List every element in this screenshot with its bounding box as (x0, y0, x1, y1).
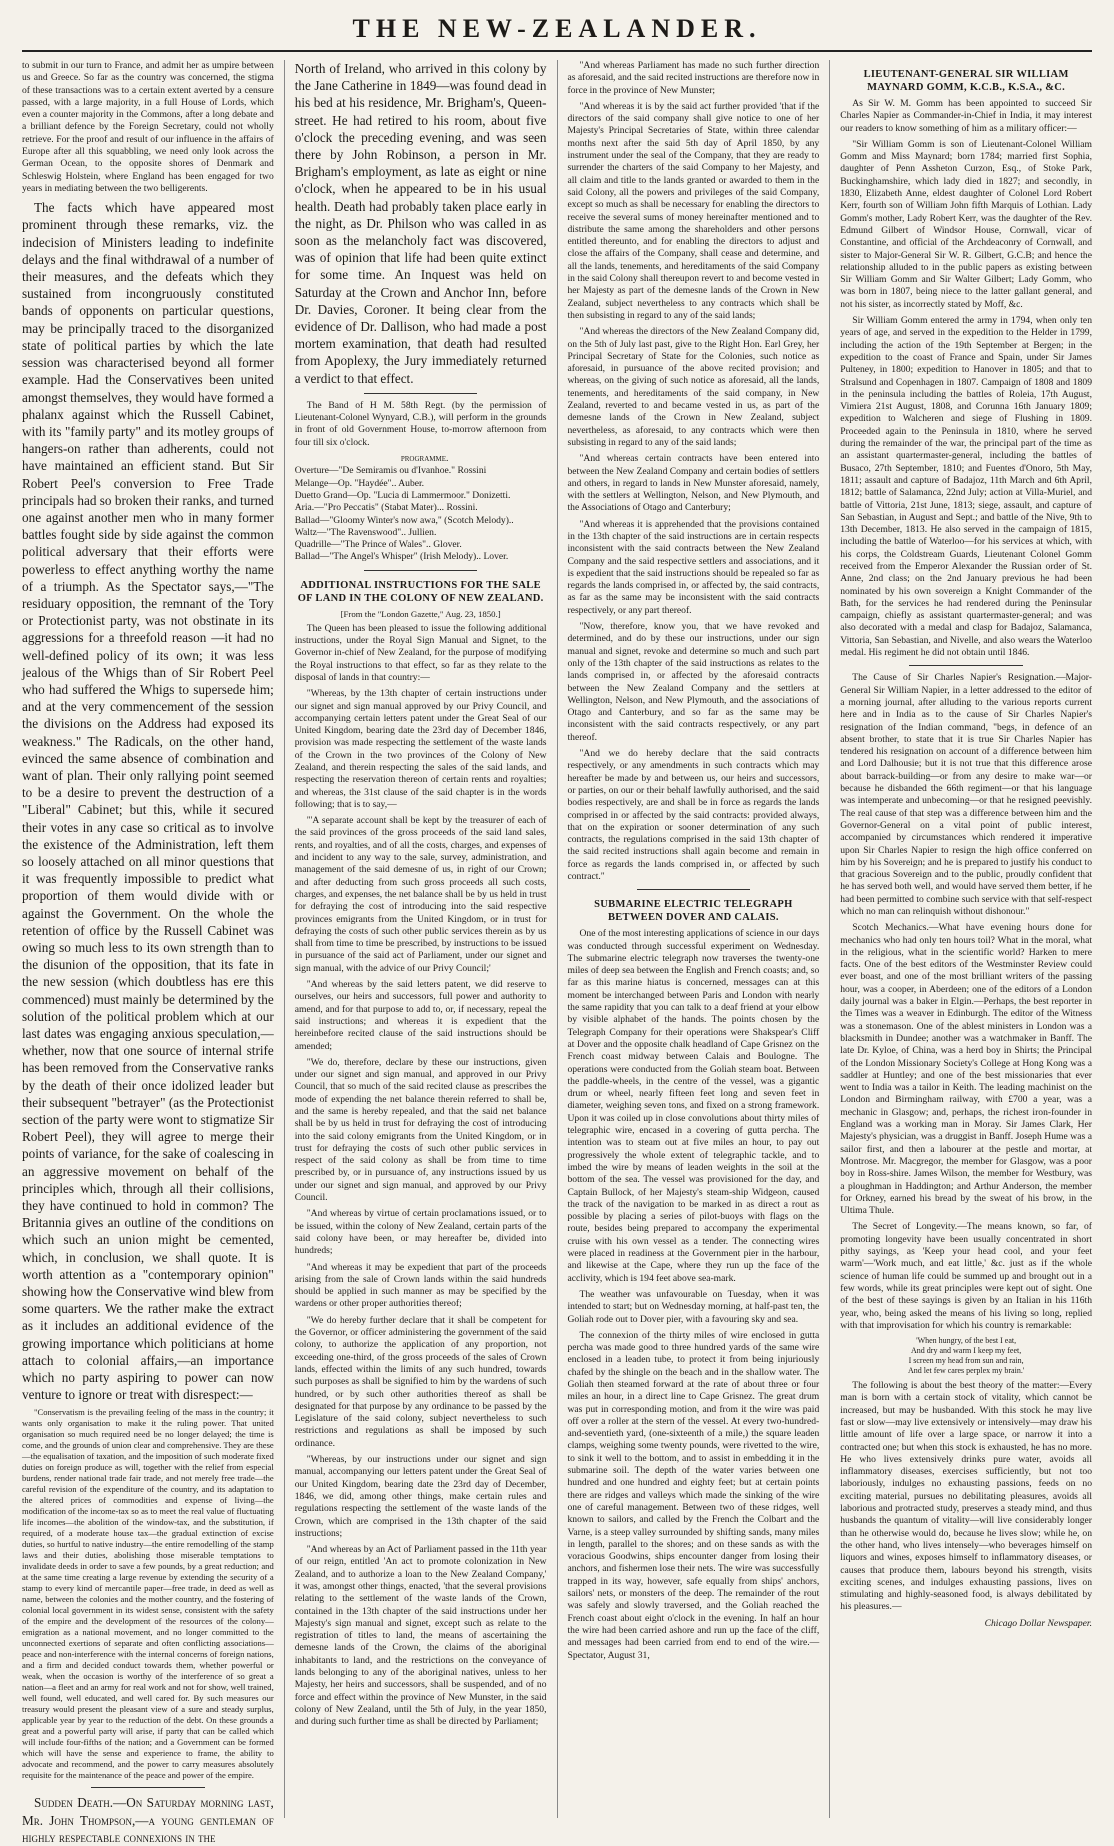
britannia-quote: "Conservatism is the prevailing feeling of the mass in the country; it wants only organisation to make it the ruling power. That united organisation so much required need be no longer delayed; the time is come, and the grounds of union clear and comprehensive. They are these—the equalisation of taxation, and the imposition of such moderate fixed duties on foreign produce as will, together with the relief from especial burdens, render national trade fair trade, and not merely free trade—the careful revision of the expenditure of the country, and its adaptation to the altered prices of commodities and expense of living—the modification of the income-tax so as to meet the real value of fluctuating life incomes—the abolition of the window-tax, and the substitution, if required, of a moderate house tax—the gradual extinction of excise duties, so hurtful to native industry—the entire remodelling of the stamp laws and their duties, abolishing those miserable temptations to invalidate deeds in order to save a few pounds, by a great reduction; and at the same time creating a large revenue by extending the security of a stamp to every kind of mercantile paper—free trade, in deed as well as name, between the colonies and the mother country, and the fostering of colonial local government in its widest sense, consistent with the safety of the empire and the development of the resources of the colony—emigration as a national movement, and no longer committed to the unconnected exertions of separate and often conflicting associations—peace and non-interference with the internal concerns of foreign nations, and a firm and decided conduct towards them, whether powerful or weak, when the occasion is worthy of the interference of so great a nation—a fleet and an army for real work and not for show, well trained, well found, well educated, and well cared for. By such measures our treasury would present the pleasant view of a sure and steady surplus, applicable year by year to the reduction of the debt. On these grounds a great and a powerful party will arise, if party that can be called which will include four-fifths of the nation; and a Government can be formed which will have the sense and experience to frame, the ability to advocate and recommend, and the power to carry measures absolutely requisite for the maintenance of the peace and power of the empire. (22, 1407, 274, 1781)
poem (840, 1336, 1092, 1376)
napier-article: The Cause of Sir Charles Napier's Resignation.—Major-General Sir William Napier, in a letter addressed to the editor of a morning journal, after alluding to the various reports current here and in India as to the cause of Sir Charles Napier's resignation of the Indian command, "begs, in defence of an absent brother, to state that it is true Sir Charles Napier has tendered his resignation on account of a difference between him and Lord Dalhousie; but it is not true that this difference arose about barrack-building—or from any desire to make war—or because he disbanded the 66th regiment—or that his language was intemperate and unbecoming—or that he resigned peevishly. The real cause of that step was a difference between him and the Governor-General on a vital point of public interest, accompanied by circumstances which rendered it imperative upon Sir Charles Napier to resign the high office conferred on him by his Sovereign; and he is prepared to justify his conduct to that gracious Sovereign and to the public, proudly confident that he has served both well, and would have served them better, if he had been permitted to combine such service with that self-respect which no man can relinquish without dishonour." (840, 672, 1092, 917)
editorial-paragraph: The facts which have appeared most prominent through these remarks, viz. the indecision of Ministers leading to indefinite delays and the final withdrawal of a number of their measures, and the defeats which they sustained from incongruously constituted bands of opponents on particular questions, may be principally traced to the disorganized state of political parties by which the late session was characterised beyond all former example. Had the Conservatives been united amongst themselves, they would have formed a phalanx against which the Russell Cabinet, with its "family party" and its motley groups of hangers-on rather than adherents, could not have maintained an efficient stand. But Sir Robert Peel's conversion to Free Trade principals had so broken their ranks, and turned one against another men who in many former battles fought side by side against the common political adversary that their efforts were powerless to effect anything worthy the name of a triumph. As the Spectator says,—"The residuary opposition, the remnant of the Tory or Protectionist party, was not obstinate in its aggressions for a threefold reason —it had no well-defined policy of its own; it was less jealous of the Whigs than of Sir Robert Peel who had suffered the Whigs to supersede him; and at the very commencement of the session the divisions on the Address had exposed its weakness." The Radicals, on the other hand, evinced the same absence of combination and want of plan. Their only rallying point seemed to be a desire to prevent the destruction of a "Liberal" Cabinet; but this, while it secured their votes in any case so critical as to involve the existence of the Administration, left them so loosely attached on all minor questions that it was frequently impossible to predict what proportion of them would divide with or against the Government. On the whole the retention of office by the Russell Cabinet was owing so much less to its own strength than to the disunion of the opposition, that its fate in the new session (which doubtless has ere this commenced) must mainly be determined by the solution of the political problem which at our last dates was engaging anxious speculation,—whether, now that one source of internal strife has been removed from the Conservative ranks by the death of their once idolized leader but their subsequent "betrayer" (as the Protectionist section of the party were wont to stigmatize Sir Robert Peel), they will agree to merge their points of variance, for the sake of coalescing in an aggressive movement on behalf of the principles which, through all their collisions, they have continued to hold in common? The Britannia gives an outline of the conditions on which such an union might be cemented, which, in conclusion, we shall quote. It is worth attention as a "contemporary opinion" showing how the Conservative wind blew from some quarters. We the rather make the extract as it includes an additional evidence of the growing importance which politicians at home attach to colonial affairs,—an importance which no party aspiring to power can now venture to ignore or treat with disrespect:— (22, 200, 274, 1403)
divider (364, 393, 477, 394)
article-paragraph: "Whereas, by the 13th chapter of certain instructions under our signet and sign manual approved by our Privy Council, and accompanying certain letters patent under the Great Seal of our United Kingdom, bearing date the 23rd day of December 1846, provision was made respecting the settlement of the waste lands of the Crown in the two provinces of the Colony of New Zealand, and therein respecting the sales of the said lands, and respecting the reservation thereon of certain rents and royalties; and whereas, the 31st clause of the said chapter is in the words following; that is to say,— (294, 688, 547, 810)
land-instructions-heading: ADDITIONAL INSTRUCTIONS FOR THE SALE OF LAND IN THE COLONY OF NEW ZEALAND. (297, 579, 544, 604)
band-programme (295, 453, 547, 564)
article-paragraph: to submit in our turn to France, and admit her as umpire between us and Greece. So far as the country was concerned, the stigma of these transactions was to a certain extent averted by a censure passed, with a large majority, in a full House of Lords, which even a counter majority in the Commons, after a long debate and a brilliant defence by the Foreign Secretary, could not wholly retrieve. For the proof and result of our influence in the affairs of Europe after all this squabbling, we need only look across the German Ocean, to the opposite shores of Denmark and Schleswig Holstein, where England has been engaged for two years in mediating between the two belligerents. (22, 60, 274, 194)
article-paragraph: The Queen has been pleased to issue the following additional instructions, under the Royal Sign Manual and Signet, to the Governor in-chief of New Zealand, for the purpose of modifying the Royal instructions to that effect, so far as they relate to the disposal of lands in that country:— (294, 622, 547, 683)
article-paragraph: The weather was unfavourable on Tuesday, when it was intended to start; but on Wednesday morning, at half-past ten, the Goliah rode out to Dover pier, with a favouring sky and sea. (567, 1288, 820, 1325)
programme-item: Overture—"De Semiramis ou d'Ivanhoe." Rossini (294, 465, 487, 477)
gomm-heading: LIEUTENANT-GENERAL SIR WILLIAM MAYNARD GOMM, K.C.B., K.S.A., &C. (863, 69, 1069, 93)
telegraph-heading: SUBMARINE ELECTRIC TELEGRAPH BETWEEN DOVER AND CALAIS. (594, 899, 793, 924)
programme-item: Melange—Op. "Haydée".. Auber. (294, 477, 425, 489)
longevity-article: The Secret of Longevity.—The means known, so far, of promoting longevity have been usually concentrated in short pithy sayings, as 'Keep your head cool, and your feet warm'—'Work much, and eat little,' &c. just as if the whole science of human life could be summed up and brought out in a few words, while its great principles were kept out of sight. One of the best of these sayings is given by an Italian in his 116th year, who, being asked the means of his living so long, replied with that improvisation for which his country is remarkable: (840, 1221, 1092, 1331)
columns (22, 60, 1092, 1845)
article-paragraph: As Sir W. M. Gomm has been appointed to succeed Sir Charles Napier as Commander-in-Chief in India, it may interest our readers to know something of him as a military officer:— (840, 98, 1092, 134)
divider (364, 570, 477, 571)
column-1 (22, 60, 284, 1845)
divider (909, 665, 1022, 666)
programme-item: Ballad—"The Angel's Whisper" (Irish Melody).. Lover. (294, 551, 509, 563)
article-paragraph: "We do, therefore, declare by these our instructions, given under our signet and sign manual, and approved in our Privy Council, that so much of the said recited clause as prescribes the mode of expending the net balance therein referred to shall be, and the same is hereby repealed, and that the said net balance shall be by us held in trust for defraying the cost of introducing into the said colony emigrants from the United Kingdom, or in trust for defraying the costs of such other public services in respect of the said colony as shall be from time to time prescribed by, or in pursuance of, any instructions issued by us under our signet and sign manual, and approved by our Privy Council. (294, 1056, 547, 1204)
article-paragraph: One of the most interesting applications of science in our days was conducted through successful experiment on Wednesday. The submarine electric telegraph now traverses the twenty-one miles of deep sea between the English and French coasts; and, so far as this marine hiatus is concerned, messages can at this moment be interchanged between Paris and London with nearly the same rapidity that you can talk to a deaf friend at your elbow by visible alphabet of the hands. The points chosen by the Telegraph Company for their operations were Shakspear's Cliff at Dover and the opposite chalk headland of Cape Grisnez on the French coast midway between Calais and Boulogne. The operations were conducted from the Goliah steam boat. Between the paddle-wheels, in the centre of the vessel, was a gigantic drum or wheel, nearly fifteen feet long and seven feet in diameter, weighing seven tons, and fixed on a strong framework. Upon it was coiled up in close convolutions about thirty miles of telegraphic wire, encased in a covering of gutta percha. The intention was to steam out at five miles an hour, to pay out progressively the whole extent of telegraphic tackle, and to imbed the wire by means of leaden weights in the soil at the bottom of the sea. The vessel was provisioned for the day, and Captain Bullock, of her Majesty's steam-ship Widgeon, caused the track of the navigation to be marked in as direct a rout as possible by placing a series of pilot-buoys with flags on the route, besides being prepared to accompany the experimental cruise with his own vessel as a tender. The connecting wires were placed in readiness at the Government pier in the harbour, and likewise at the Cape, where they run up the face of the acclivity, which is 194 feet above sea-mark. (567, 928, 820, 1284)
article-paragraph: "Whereas, by our instructions under our signet and sign manual, accompanying our letters patent under the Great Seal of our United Kingdom, bearing date the 23rd day of December, 1846, we did, among other things, make certain rules and regulations respecting the settlement of the waste lands of the Crown, which are comprised in the 13th chapter of the said instructions; (294, 1454, 547, 1539)
programme-item: Duetto Grand—Op. "Lucia di Lammermoor." Donizetti. (294, 489, 511, 501)
article-paragraph: "And whereas certain contracts have been entered into between the New Zealand Company and certain bodies of settlers and others, in regard to lands in New Munster aforesaid, namely, with the settlers at Wellington, Nelson, and New Plymouth, and the Associations of Otago and Canterbury; (567, 453, 820, 514)
article-paragraph: Sir William Gomm entered the army in 1794, when only ten years of age, and served in the expedition to the Helder in 1799, including the action of the 19th September at Bergen; in the expedition to the coast of France and Spain, under Sir James Pulteney, in 1800; expedition to Hanover in 1805; and that to Stralsund and Copenhagen in 1807. Campaign of 1808 and 1809 in the peninsula including the battles of Roleia, 17th August, Vimiera 21st August, 1808, and Corunna 16th January 1809; expedition to Walcheren and siege of Flushing in 1809. Proceeded again to the Peninsula in 1810, where he served during the remainder of the war, the principal part of the time as an assistant quartermaster-general, including the battles of Busaco, 27th September, 1810; and Fuentes d'Onoro, 5th May, 1811; assault and capture of Badajoz, 11th March and 6th April, 1812; battle of Salamanca, 22nd July; action at Villa-Muriel, and battle of Vittoria, 21st June, 1813; siege, assault, and capture of San Sebastian, in August and Sept.; and battle of the Nive, 9th to 13th December, 1813. He also served in the campaign of 1815, including the battle of Waterloo—for his services at which, with his corps, the Coldstream Guards, Lieutenant Colonel Gomm received from the Emperor Alexander the Russian order of St. Anne, 2nd class; on the 2nd January previous he had been nominated by his own sovereign a Knight Commander of the Bath, for the services he had rendered during the Peninsular campaign, chiefly as assistant quartermaster-general; and was also decorated with a medal and clasp for Badajoz, Salamanca, Vittoria, San Sebastian, and Nivelle, and also wears the Waterloo medal. His regiment he did not obtain until 1846. (840, 315, 1092, 659)
programme-item: Ballad—"Gloomy Winter's now awa," (Scotch Melody).. (294, 514, 514, 526)
article-paragraph: "And whereas by virtue of certain proclamations issued, or to be issued, within the colony of New Zealand, certain parts of the said colony have been, or may hereafter be, divided into hundreds; (294, 1208, 547, 1257)
article-paragraph: The following is about the best theory of the matter:—Every man is born with a certain stock of vitality, which cannot be increased, but may be husbanded. With this stock he may live fast or slow—may live extensively or intensively—may draw his little amount of life over a large space, or narrow it into a contracted one; but when this stock is exhausted, he has no more. He who lives extensively drinks pure water, avoids all inflammatory diseases, exercises sufficiently, but not too laboriously, indulges no exhausting passions, feeds on no exciting material, pursues no debilitating pleasures, avoids all laborious and protracted study, preserves a steady mind, and thus husbands the quantum of vitality—will live considerably longer than he otherwise would do, because he lives slow; while he, on the other hand, who lives intensely—who beverages himself on liquors and wines, exposes himself to inflammatory diseases, or causes that produce them, labours beyond his strength, visits exciting scenes, and indulges exhausting passions, lives on stimulating and highly-seasoned food, is always debilitated by his pleasures.— (840, 1380, 1092, 1613)
programme-item: Aria.—"Pro Peccatis" (Stabat Mater)... Rossini. (294, 502, 478, 514)
programme-item: Waltz—"The Ravenswood".. Jullien. (294, 526, 437, 538)
poem-line: 'When hungry, of the best I eat, (916, 1336, 1017, 1346)
article-paragraph: "We do hereby further declare that it shall be competent for the Governor, or officer administering the government of the said colony, to authorize the application of any proportion, not exceeding one-third, of the gross proceeds of the sales of Crown lands, effected within the limits of any such hundred, towards such purposes as shall be signified to him by the wardens of such hundred, or by such other authorities thereof as shall be designated for that purpose by any ordinance to be passed by the Legislature of the said colony, subject nevertheless to such restrictions and regulations as shall be imposed by such ordinance. (294, 1314, 547, 1449)
article-paragraph: "'A separate account shall be kept by the treasurer of each of the said provinces of the gross proceeds of the said land sales, rents, and royalties, and of all the costs, charges, and expenses of and incident to any way to the sale, survey, administration, and management of the said demesne of us, in right of our Crown; and after deducting from such gross proceeds all such costs, charges, and expenses, the net balance shall be by us held in trust for defraying the cost of introducing into the said respective provinces emigrants from the United Kingdom, or in trust for defraying the costs of such other public services therein as by us shall from time to time be prescribed, by instructions to be issued in pursuance of the said act of Parliament, under our signet and sign manual, with the advice of our Privy Council;' (294, 815, 547, 974)
source-credit: Chicago Dollar Newspaper. (984, 1617, 1092, 1629)
poem-line: I screen my head from sun and rain, (908, 1356, 1024, 1366)
programme-title: programme. (400, 453, 449, 465)
article-paragraph: "And whereas the directors of the New Zealand Company did, on the 5th of July last past, give to the Right Hon. Earl Grey, her Principal Secretary of State for the Colonies, such notice as aforesaid, in pursuance of the above recited provision; and whereas, on the giving of such notice as aforesaid, all the lands, tenements, and hereditaments of the said company, in New Zealand, reverted to and became vested in us, as part of the demesne lands of the Crown in New Zealand, subject nevertheless, as aforesaid, to any contracts which were then subsisting in regard to any of the said lands; (567, 326, 820, 448)
divider (637, 889, 750, 890)
sudden-death-continued: North of Ireland, who arrived in this colony by the Jane Catherine in 1849—was found dead in his bed at his residence, Mr. Brigham's, Queen-street. He had retired to his room, about five o'clock the preceding evening, and was seen there by John Robinson, a person in Mr. Brigham's employment, as late as eight or nine o'clock, when he appeared to be in his usual health. Death had probably taken place early in the night, as Dr. Philson who was called in as soon as the melancholy fact was discovered, was of opinion that life had been quite extinct for some time. An Inquest was held on Saturday at the Crown and Anchor Inn, before Dr. Davies, Coroner. It being clear from the evidence of Dr. Dallison, who had made a post mortem examination, that death had resulted from Apoplexy, the Jury immediately returned a verdict to that effect. (294, 61, 547, 386)
article-paragraph: "Now, therefore, know you, that we have revoked and determined, and do by these our instructions, under our sign manual and signet, revoke and determine so much and such part only of the 13th chapter of the said instructions as relates to the lands comprised in, or affected by the aforesaid contracts between the New Zealand Company and the settlers at Wellington, Nelson, and New Plymouth, and the associations of Otago and Canterbury, and so far as the same may be inconsistent with the said contracts respectively, or any part thereof. (567, 621, 820, 743)
divider (91, 1787, 204, 1788)
sudden-death-article: Sudden Death.—On Saturday morning last, Mr. John Thompson,—a young gentleman of highly respectable connexions in the (22, 1795, 274, 1845)
article-paragraph: "And whereas by the said letters patent, we did reserve to ourselves, our heirs and successors, full power and authority to amend, and for that purpose to add to, or, if necessary, repeal the said instructions; and whereas it is expedient that the hereinbefore recited clause of the said instructions should be amended; (294, 979, 547, 1052)
gazette-source: [From the "London Gazette," Aug. 23, 1850.] (340, 608, 501, 619)
column-4 (829, 60, 1092, 1818)
article-paragraph: "And whereas by an Act of Parliament passed in the 11th year of our reign, entitled 'An act to promote colonization in New Zealand, and to authorize a loan to the New Zealand Company,' it was, amongst other things, enacted, 'that the several provisions relating to the settlement of the waste lands of the Crown, contained in the 13th chapter of the said instructions under her Majesty's sign manual and signet, except such as relate to the registration of titles to land, the means of ascertaining the demesne lands of the Crown, the claims of the aboriginal inhabitants to land, and the restrictions on the conveyance of lands belonging to any of the aboriginal natives, unless to her Majesty, her heirs and successors, shall be suspended, and of no force and effect within the province of New Munster, in the said colony of New Zealand, until the 5th of July, in the year 1850, and during such further time as shall be directed by Parliament; (294, 1544, 547, 1728)
masthead (22, 14, 1092, 52)
poem-line: And dry and warm I keep my feet, (911, 1346, 1022, 1356)
article-paragraph: "And whereas it may be expedient that part of the proceeds arising from the sale of Crown lands within the said hundreds should be applied in such manner as may be specified by the wardens or other proper authorities thereof; (294, 1261, 547, 1310)
article-paragraph: "Sir William Gomm is son of Lieutenant-Colonel William Gomm and Miss Maynard; born 1784; married first Sophia, daughter of Penn Assheton Curzon, Esq., of Stoke Park, Buckinghamshire, which lady died in 1827; and secondly, in 1830, Elizabeth Anne, eldest daughter of Colonel Lord Robert Kerr, fourth son of William John fifth Marquis of Lothian. Lady Gomm's mother, Lady Robert Kerr, was the daughter of the Rev. Edmund Gilbert of Windsor House, Cornwall, vicar of Constantine, and official of the Archdeaconry of Cornwall, and sister to Major-General Sir W. R. Gilbert, G.C.B; and hence the relationship alluded to in the public papers as existing between Sir William Gomm and Sir Walter Gilbert; Lady Gomm, who was born in 1807, being niece to the latter gallant general, and not his sister, as incorrectly stated by Moff, &c. (840, 138, 1092, 310)
band-notice: The Band of H M. 58th Regt. (by the permission of Lieutenant-Colonel Wynyard, C.B.), will perform in the grounds in front of old Government House, to-morrow afternoon from four till six o'clock. (294, 399, 547, 448)
article-paragraph: "And whereas it is by the said act further provided 'that if the directors of the said company shall give notice to one of her Majesty's Principal Secretaries of State, within three calendar months next after the said 5th day of April 1850, by any instrument under the seal of the Company, that they are ready to surrender the charters of the said Company to her Majesty, and all claim and title to the lands granted or awarded to them in the said Colony, all the powers and privileges of the said Company, except so much as shall be necessary for enabling the directors to receive the several sums of money hereinafter mentioned and to distribute the same among the shareholders and other persons entitled thereunto, and for enabling the directors to adjust and close the affairs of the Company, shall cease and determine, and all the lands, tenements, and hereditaments of the said Company in the said Colony shall thereupon revert to and become vested in her Majesty as part of the demesne lands of the Crown in New Zealand, subject nevertheless to any contracts which shall be then subsisting in regard to any of the said lands; (567, 100, 820, 321)
scotch-mechanics-article: Scotch Mechanics.—What have evening hours done for mechanics who had only ten hours toil? What in the moral, what in the religious, what in the scientific world? Harken to mere facts. One of the best editors of the Westminster Review could ever boast, and one of the most brilliant writers of the passing hour, was a cooper, in Aberdeen; one of the editors of a London daily journal was a baker in Elgin.—Perhaps, the best reporter in the Times was a weaver in Edinburgh. The editor of the Witness was a stonemason. One of the ablest ministers in London was a blacksmith in Dundee; another was a watchmaker in Banff. The late Dr. Kyloe, of China, was a herd boy in Shirts; the Principal of the London Missionary Society's College at Hong Kong was a saddler at Huntley; and one of the best missionaries that ever went to India was a tailor in Keith. The leading machinist on the London and Birmingham railway, with £700 a year, was a mechanic in Glasgow; and, perhaps, the richest iron-founder in England was a working man in Moray. Sir James Clark, Her Majesty's physician, was a druggist in Banff. Joseph Hume was a sailor first, and then a labourer at the pestle and mortar, at Montrose. Mr. Macgregor, the member for Glasgow, was a poor boy in Ross-shire. James Wilson, the member for Westbury, was a ploughman in Haddington; and Arthur Anderson, the member for Orkney, earned his bread by the sweat of his brow, in the Ultima Thule. (840, 922, 1092, 1217)
programme-item: Quadrille—"The Prince of Wales".. Glover. (294, 539, 462, 551)
article-paragraph: "And whereas it is apprehended that the provisions contained in the 13th chapter of the said instructions are in certain respects inconsistent with the said contracts between the New Zealand Company and the said respective settlers and associations, and it is expedient that the said instructions should be repealed so far as regards the lands comprised in, or affected by, the said contracts, as far as the same may be inconsistent with the said contracts respectively, or any part thereof. (567, 518, 820, 616)
column-2 (284, 60, 557, 1818)
article-paragraph: "And we do hereby declare that the said contracts respectively, or any amendments in such contracts which may hereafter be made by and between us, our heirs and successors, or parties, on our or their behalf lawfully authorised, and the said bodies respectively, are and shall be in force as regards the lands comprised in or affected by the said contracts: provided always, that on the expiration or sooner determination of any such contracts, the regulations comprised in the said 13th chapter of the said recited instructions shall again become and remain in force as regards the lands comprised in, or affected by such contract." (567, 748, 820, 882)
poem-line: And let few cares perplex my brain.' (907, 1366, 1025, 1376)
masthead-title: THE NEW-ZEALANDER. (352, 14, 762, 43)
column-3 (557, 60, 830, 1818)
article-paragraph: The connexion of the thirty miles of wire enclosed in gutta percha was made good to three hundred yards of the same wire enclosed in a leaden tube, to protect it from being injuriously chafed by the shingle on the beach and in the shallow water. The Goliah then steamed forward at the rate of about three or four miles an hour, in a direct line to Cape Grisnez. The great drum was put in corresponding motion, and from it the wire was paid off over a roller at the stern of the vessel. At every two-hundred-and-seventieth yard, (one-sixteenth of a mile,) the square leaden clamps, weighing some twenty pounds, were rivetted to the wire, to sink it well to the bottom, and to assist in embedding it in the submarine soil. The depth of the water varies between one hundred and one hundred and eighty feet; but at certain points there are ridges and valleys which made the sinking of the wire one of careful management. Between two of these ridges, well known to sailors, and called by the French the Colbart and the Varne, is a steep valley surrounded by shifting sands, many miles in length, parallel to the shores; and on these sands as with the voracious Goodwins, ships encounter danger from losing their anchors, and fishermen lose their nets. The wire was successfully trapped in its way, however, safe equally from ships' anchors, sailors' nets, or monsters of the deep. The remainder of the rout was safely and slowly traversed, and the Goliah reached the French coast about eight o'clock in the evening. In half an hour the wire had been carried ashore and run up the face of the cliff, and messages had been carried from end to end of the wire.—Spectator, August 31, (567, 1329, 820, 1661)
article-paragraph: "And whereas Parliament has made no such further direction as aforesaid, and the said recited instructions are therefore now in force in the province of New Munster; (567, 60, 820, 96)
